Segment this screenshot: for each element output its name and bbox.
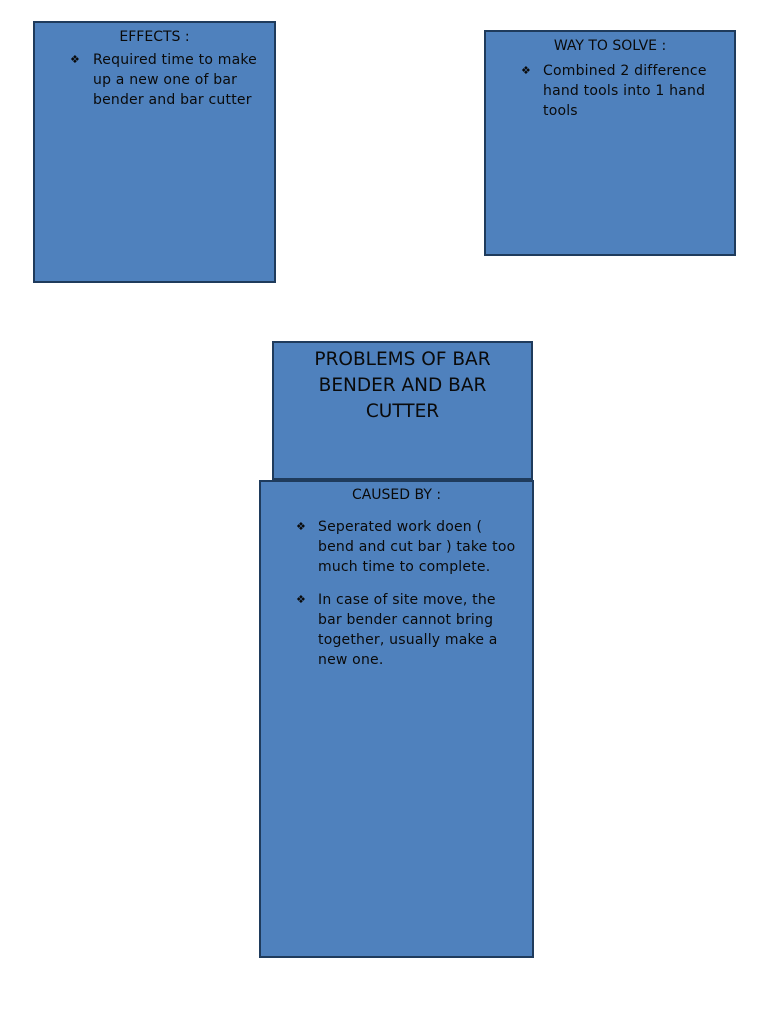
caused-by-item bbox=[261, 517, 532, 577]
caused-by-box bbox=[259, 480, 534, 958]
diamond-bullet-icon: ❖ bbox=[70, 53, 81, 66]
diamond-bullet-icon: ❖ bbox=[296, 520, 307, 533]
effects-item bbox=[35, 50, 274, 110]
problems-box bbox=[272, 341, 533, 480]
way-to-solve-item-text: Combined 2 difference hand tools into 1 hand tools bbox=[543, 63, 707, 119]
effects-list bbox=[35, 50, 274, 110]
caused-by-item bbox=[261, 590, 532, 670]
way-to-solve-list bbox=[486, 61, 734, 121]
effects-box bbox=[33, 21, 276, 283]
way-to-solve-item bbox=[486, 61, 734, 121]
caused-by-item-text: Seperated work doen ( bend and cut bar ) take too much time to complete. bbox=[318, 519, 516, 575]
caused-by-list bbox=[261, 517, 532, 670]
diamond-bullet-icon: ❖ bbox=[521, 64, 532, 77]
problems-title: PROBLEMS OF BAR BENDER AND BAR CUTTER bbox=[314, 349, 491, 422]
caused-by-item-text: In case of site move, the bar bender cannot bring together, usually make a new one. bbox=[318, 592, 498, 668]
way-to-solve-box bbox=[484, 30, 736, 256]
way-to-solve-title: WAY TO SOLVE : bbox=[553, 38, 667, 54]
diamond-bullet-icon: ❖ bbox=[296, 593, 307, 606]
effects-item-text: Required time to make up a new one of bar bender and bar cutter bbox=[93, 52, 257, 108]
caused-by-title: CAUSED BY : bbox=[351, 487, 442, 503]
effects-title: EFFECTS : bbox=[119, 29, 190, 45]
